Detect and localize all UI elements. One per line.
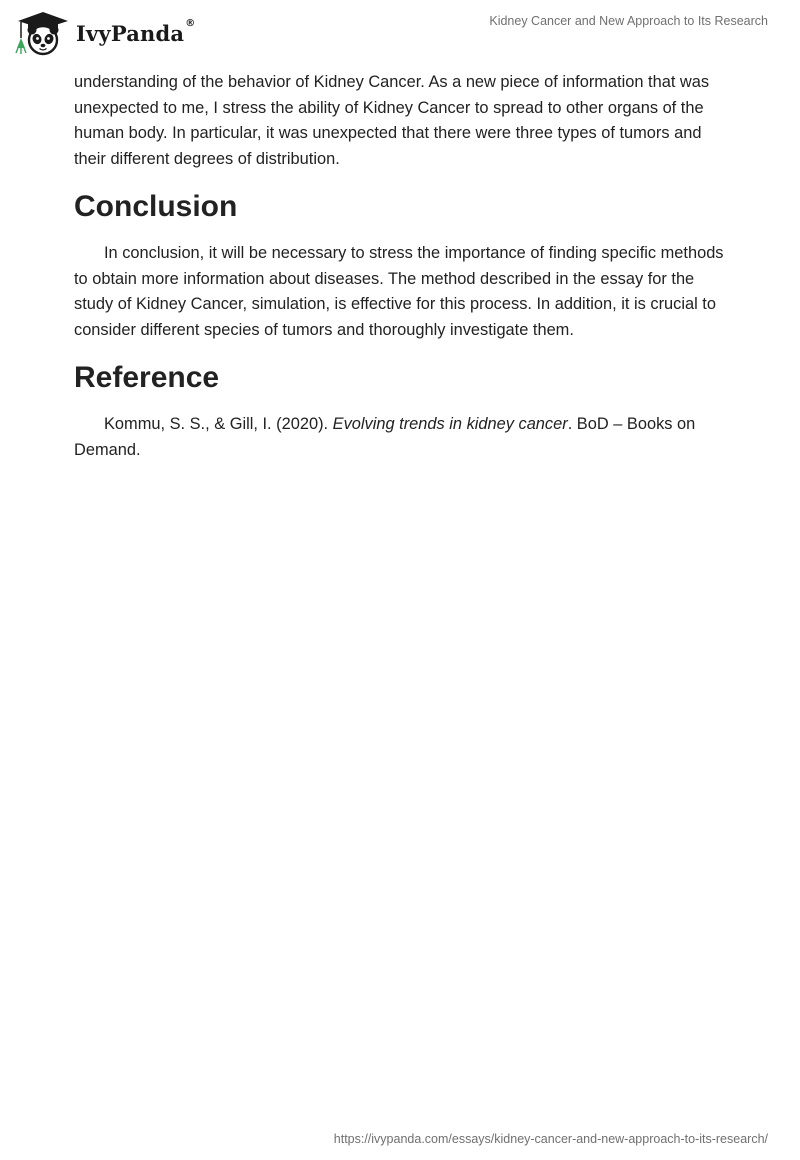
- reference-heading: Reference: [74, 361, 220, 394]
- reference-publisher: . BoD – Books on Demand.: [74, 415, 696, 459]
- ivypanda-logo[interactable]: [12, 8, 195, 56]
- panda-graduate-icon: [12, 8, 74, 56]
- reference-authors: Kommu, S. S., & Gill, I. (2020).: [104, 415, 333, 433]
- essay-body: [74, 70, 730, 463]
- intro-paragraph: understanding of the behavior of Kidney Cancer. As a new piece of information that was unexpected to me, I stress the ability of Kidney Cancer to spread to other organs of the human body. In particular, it was unexpected that there were three types of tumors and their different degrees of distribution.: [74, 73, 710, 168]
- registered-mark: ®: [185, 17, 196, 29]
- reference-entry: [74, 412, 730, 463]
- brand-name: IvyPanda: [76, 20, 185, 46]
- page-header: [0, 0, 800, 64]
- conclusion-heading: Conclusion: [74, 190, 238, 223]
- source-url[interactable]: https://ivypanda.com/essays/kidney-cancer-and-new-approach-to-its-research/: [333, 1132, 768, 1146]
- running-title: Kidney Cancer and New Approach to Its Research: [489, 14, 768, 28]
- reference-title: Evolving trends in kidney cancer: [332, 415, 568, 433]
- conclusion-paragraph: In conclusion, it will be necessary to stress the importance of finding specific methods to obtain more information about diseases. The method described in the essay for the study of Kidney Cancer, simulation, is effective for this process. In addition, it is crucial to consider different species of tumors and thoroughly investigate them.: [74, 244, 724, 339]
